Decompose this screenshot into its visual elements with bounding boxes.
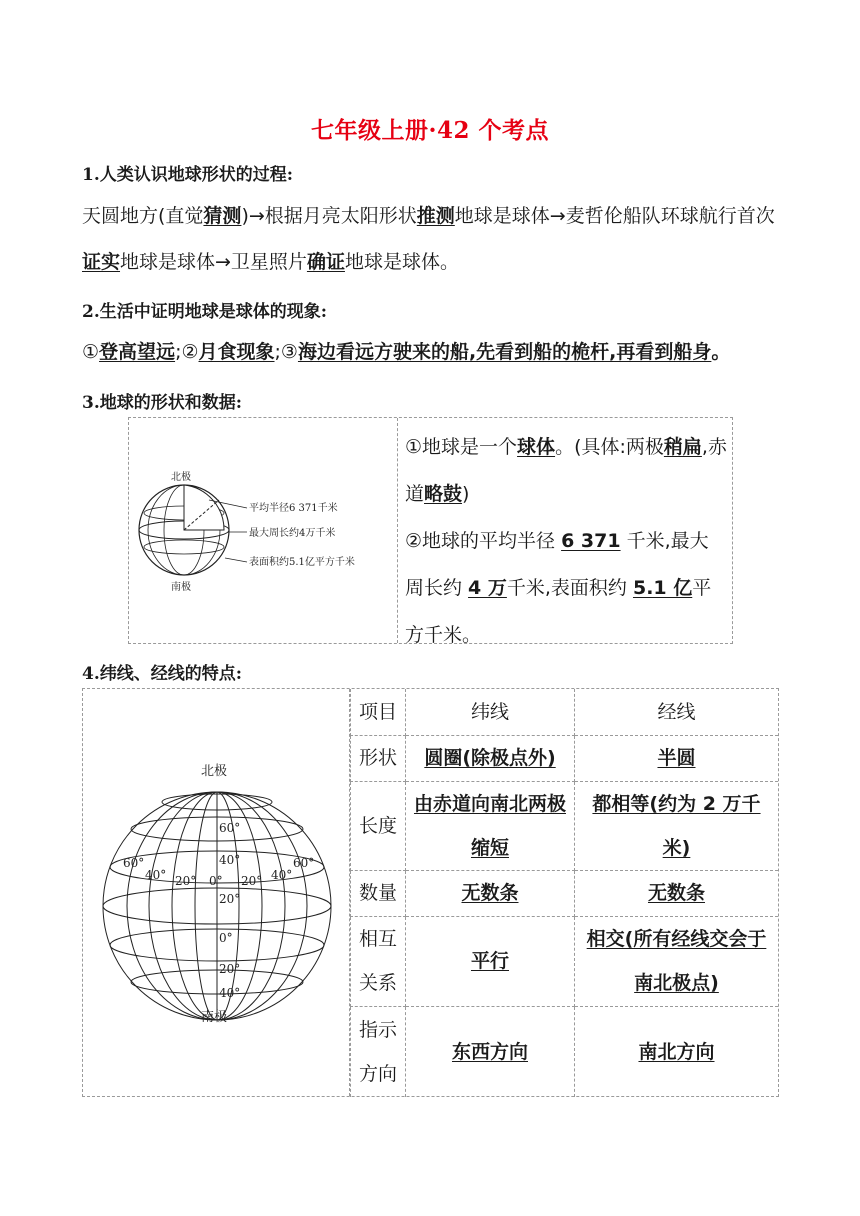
row-latitude: 无数条 <box>406 870 575 916</box>
section-2-paragraph: ①登高望远;②月食现象;③海边看远方驶来的船,先看到船的桅杆,再看到船身。 <box>82 341 731 363</box>
page-title: 七年级上册·42 个考点 <box>310 117 550 144</box>
lat-lon-table <box>350 689 778 1097</box>
row-longitude: 半圆 <box>575 735 779 781</box>
row-longitude: 都相等(约为 2 万千米) <box>575 781 779 870</box>
table-row <box>351 916 779 1006</box>
lon-label-20e: 20° <box>241 874 263 888</box>
south-pole-label: 南极 <box>171 582 191 593</box>
earth-shape-text: ①地球是一个球体。(具体:两极稍扁,赤道略鼓) <box>405 436 727 505</box>
row-item: 长度 <box>351 781 406 870</box>
earth-size-text: ②地球的平均半径 6 371 千米,最大周长约 4 万千米,表面积约 5.1 亿平方千米。 <box>405 530 712 646</box>
row-latitude: 由赤道向南北两极缩短 <box>406 781 575 870</box>
lat-label-20n: 20° <box>219 892 241 906</box>
row-longitude: 南北方向 <box>575 1006 779 1097</box>
lon-label-40e: 40° <box>271 868 293 882</box>
radius-label: 平均半径6 371千米 <box>249 503 338 514</box>
lat-label-40n: 40° <box>219 853 241 867</box>
section-4-heading: 4.纬线、经线的特点: <box>82 664 243 684</box>
row-item: 指示方向 <box>351 1006 406 1097</box>
row-item: 相互关系 <box>351 916 406 1006</box>
row-item: 形状 <box>351 735 406 781</box>
lon-label-20w: 20° <box>175 874 197 888</box>
lat-label-60n: 60° <box>219 821 241 835</box>
south-pole-label: 南极 <box>201 1010 228 1025</box>
lon-label-60w: 60° <box>123 856 145 870</box>
north-pole-label: 北极 <box>201 764 228 779</box>
header-longitude: 经线 <box>575 689 779 735</box>
lon-label-0: 0° <box>209 874 223 888</box>
lat-label-0: 0° <box>219 931 233 945</box>
section-1-paragraph: 天圆地方(直觉猜测)→根据月亮太阳形状推测地球是球体→麦哲伦船队环球航行首次证实地球是球体→卫星照片确证地球是球体。 <box>82 205 775 273</box>
lon-label-60e: 60° <box>293 856 315 870</box>
north-pole-label: 北极 <box>171 472 191 483</box>
section-1-heading: 1.人类认识地球形状的过程: <box>82 165 294 185</box>
lat-lon-box <box>82 688 779 1097</box>
lat-label-20s: 20° <box>219 962 241 976</box>
table-row <box>351 1006 779 1097</box>
earth-shape-figure <box>129 418 398 643</box>
row-item: 数量 <box>351 870 406 916</box>
table-row <box>351 735 779 781</box>
circumference-label: 最大周长约4万千米 <box>249 528 336 539</box>
graticule-globe-diagram <box>83 689 349 1096</box>
section-3-heading: 3.地球的形状和数据: <box>82 393 243 413</box>
lon-label-40w: 40° <box>145 868 167 882</box>
row-longitude: 无数条 <box>575 870 779 916</box>
table-row <box>351 870 779 916</box>
row-latitude: 平行 <box>406 916 575 1006</box>
earth-data-box <box>128 417 733 644</box>
row-latitude: 圆圈(除极点外) <box>406 735 575 781</box>
header-item: 项目 <box>351 689 406 735</box>
table-row <box>351 781 779 870</box>
surface-area-label: 表面积约5.1亿平方千米 <box>249 557 355 568</box>
row-longitude: 相交(所有经线交会于南北极点) <box>575 916 779 1006</box>
row-latitude: 东西方向 <box>406 1006 575 1097</box>
table-header-row <box>351 689 779 735</box>
lat-label-40s: 40° <box>219 986 241 1000</box>
section-2-heading: 2.生活中证明地球是球体的现象: <box>82 302 328 322</box>
earth-sphere-diagram <box>129 418 397 643</box>
earth-data-text <box>405 424 727 659</box>
header-latitude: 纬线 <box>406 689 575 735</box>
graticule-figure <box>83 689 350 1096</box>
